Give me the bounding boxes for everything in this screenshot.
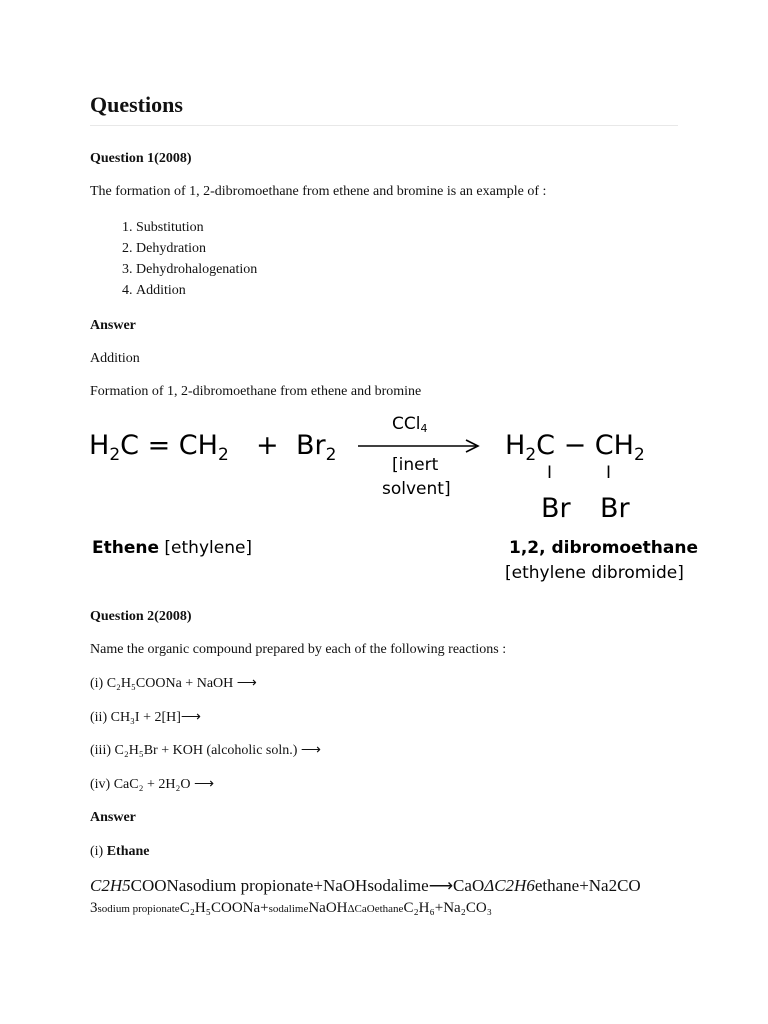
ethene-name: Ethene [ethylene] [92,538,253,558]
q2-answer-1: (i) Ethane [90,844,150,859]
q2-reaction-1: (i) C₂H₅COONa + NaOH ⟶ [90,676,257,691]
equation-line-2: 3sodium propionateC₂H₅COONa+sodalimeNaOHΔCaOethaneC₂H₆+Na₂CO₃ [90,900,492,916]
q1-answer-label: Answer [90,318,136,333]
ethene-formula: $H_2C = CH_2$ [89,430,229,465]
page-title: Questions [90,92,183,117]
bond-left: I [547,463,553,483]
q2-title: Question 2(2008) [90,609,192,624]
q2-answer-label: Answer [90,810,136,825]
title-divider [90,125,678,126]
bromine-left: Br [541,493,571,524]
q1-option: 4. Addition [136,282,257,303]
q1-options [112,219,257,303]
q2-prompt: Name the organic compound prepared by each of the following reactions : [90,642,507,657]
product-alt-name: [ethylene dibromide] [505,563,684,583]
bond-right: I [606,463,612,483]
product-name: 1,2, dibromoethane [509,538,698,558]
catalyst-label: CCl$_4$ [392,414,428,435]
q1-explanation: Formation of 1, 2-dibromoethane from ethene and bromine [90,384,422,399]
bromine-formula: $Br_2$ [296,430,337,465]
q1-answer: Addition [90,351,140,366]
solvent-line2: solvent] [382,479,451,499]
q1-prompt: The formation of 1, 2-dibromoethane from ethene and bromine is an example of : [90,184,547,199]
q2-reaction-4: (iv) CaC₂ + 2H₂O ⟶ [90,777,215,792]
equation-line-1: C2H5COONasodium propionate+NaOHsodalime⟶CaOΔC2H6ethane+Na2CO [90,876,641,895]
q2-reaction-3: (iii) C₂H₅Br + KOH (alcoholic soln.) ⟶ [90,743,321,758]
q2-reaction-2: (ii) CH₃I + 2[H]⟶ [90,710,201,725]
q1-option: 2. Dehydration [136,240,257,261]
plus-sign: + [256,430,279,461]
reaction-arrow [356,438,484,454]
bromine-right: Br [600,493,630,524]
q1-title: Question 1(2008) [90,151,192,166]
product-formula: $H_2C - CH_2$ [505,430,645,465]
q1-option: 3. Dehydrohalogenation [136,261,257,282]
q1-option: 1. Substitution [136,219,257,240]
solvent-line1: [inert [392,455,439,475]
